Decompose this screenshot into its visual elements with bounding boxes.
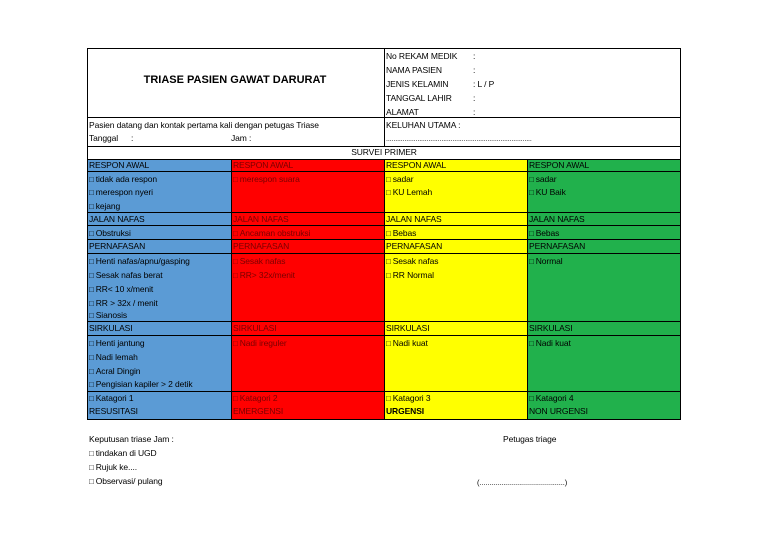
- checkbox-item[interactable]: □ RR> 32x/menit: [233, 270, 295, 281]
- checkbox-item[interactable]: □ Bebas: [386, 228, 416, 239]
- checkbox-item[interactable]: □ Sesak nafas: [386, 256, 438, 267]
- jenis-kelamin-value[interactable]: : L / P: [473, 79, 495, 89]
- checkbox-item[interactable]: □ merespon suara: [233, 174, 300, 185]
- alamat-label: ALAMAT: [386, 107, 419, 117]
- pernafasan-heading: PERNAFASAN: [89, 241, 146, 251]
- option-tindakan[interactable]: □ tindakan di UGD: [89, 448, 157, 459]
- arrival-text: Pasien datang dan kontak pertama kali dengan petugas Triase: [89, 120, 319, 130]
- nama-pasien-label: NAMA PASIEN: [386, 65, 442, 75]
- checkbox-item[interactable]: □ Henti nafas/apnu/gasping: [89, 256, 190, 267]
- checkbox-item[interactable]: □ RR Normal: [386, 270, 434, 281]
- decision-label: Keputusan triase Jam :: [89, 434, 174, 444]
- jalan-nafas-heading: JALAN NAFAS: [89, 214, 145, 224]
- respon-awal-heading: RESPON AWAL: [529, 160, 590, 170]
- checkbox-item[interactable]: □ Nadi lemah: [89, 352, 138, 363]
- kategori-checkbox[interactable]: □ Katagori 4: [529, 393, 573, 404]
- respon-awal-heading: RESPON AWAL: [89, 160, 150, 170]
- sirkulasi-heading: SIRKULASI: [386, 323, 430, 333]
- kategori-name: EMERGENSI: [233, 406, 284, 416]
- jam-label[interactable]: Jam :: [231, 133, 252, 143]
- kategori-checkbox[interactable]: □ Katagori 1: [89, 393, 133, 404]
- checkbox-item[interactable]: □ KU Lemah: [386, 187, 432, 198]
- complaint-label: KELUHAN UTAMA :: [386, 120, 461, 130]
- tanggal-label: Tanggal: [89, 133, 119, 143]
- jalan-nafas-heading: JALAN NAFAS: [233, 214, 289, 224]
- pernafasan-heading: PERNAFASAN: [233, 241, 290, 251]
- tanggal-lahir-label: TANGGAL LAHIR: [386, 93, 452, 103]
- checkbox-item[interactable]: □ Normal: [529, 256, 563, 267]
- alamat-value[interactable]: :: [473, 107, 476, 117]
- sirkulasi-heading: SIRKULASI: [529, 323, 573, 333]
- checkbox-item[interactable]: □ Henti jantung: [89, 338, 145, 349]
- rekam-medik-value[interactable]: :: [473, 51, 476, 61]
- checkbox-item[interactable]: □ RR > 32x / menit: [89, 298, 158, 309]
- triage-form: [87, 48, 681, 420]
- jenis-kelamin-label: JENIS KELAMIN: [386, 79, 449, 89]
- kategori-name: RESUSITASI: [89, 406, 138, 416]
- kategori-name: URGENSI: [386, 406, 425, 416]
- checkbox-item[interactable]: □ Pengisian kapiler > 2 detik: [89, 379, 193, 390]
- checkbox-item[interactable]: □ KU Baik: [529, 187, 566, 198]
- tanggal-lahir-value[interactable]: :: [473, 93, 476, 103]
- tanggal-colon[interactable]: :: [131, 133, 134, 143]
- complaint-field[interactable]: ...............................................................................: [386, 136, 532, 143]
- checkbox-item[interactable]: □ Acral Dingin: [89, 366, 140, 377]
- checkbox-item[interactable]: □ Sianosis: [89, 310, 127, 321]
- checkbox-item[interactable]: □ kejang: [89, 201, 120, 212]
- respon-awal-heading: RESPON AWAL: [233, 160, 294, 170]
- option-rujuk[interactable]: □ Rujuk ke....: [89, 462, 137, 473]
- survey-title: SURVEI PRIMER: [351, 147, 417, 157]
- jalan-nafas-heading: JALAN NAFAS: [386, 214, 442, 224]
- checkbox-item[interactable]: □ Obstruksi: [89, 228, 131, 239]
- checkbox-item[interactable]: □ Ancaman obstruksi: [233, 228, 310, 239]
- checkbox-item[interactable]: □ Bebas: [529, 228, 559, 239]
- kategori-name: NON URGENSI: [529, 406, 588, 416]
- jalan-nafas-heading: JALAN NAFAS: [529, 214, 585, 224]
- checkbox-item[interactable]: □ sadar: [529, 174, 557, 185]
- signature-field[interactable]: (...........................................): [477, 478, 568, 487]
- nama-pasien-value[interactable]: :: [473, 65, 476, 75]
- checkbox-item[interactable]: □ tidak ada respon: [89, 174, 157, 185]
- checkbox-item[interactable]: □ Sesak nafas: [233, 256, 285, 267]
- form-title: TRIASE PASIEN GAWAT DARURAT: [143, 74, 327, 86]
- checkbox-item[interactable]: □ Nadi kuat: [386, 338, 428, 349]
- kategori-checkbox[interactable]: □ Katagori 3: [386, 393, 430, 404]
- sirkulasi-heading: SIRKULASI: [89, 323, 133, 333]
- column-urgensi: [385, 160, 528, 420]
- checkbox-item[interactable]: □ Nadi kuat: [529, 338, 571, 349]
- column-emergensi: [232, 160, 385, 420]
- checkbox-item[interactable]: □ Sesak nafas berat: [89, 270, 163, 281]
- checkbox-item[interactable]: □ merespon nyeri: [89, 187, 153, 198]
- column-non-urgensi: [528, 160, 680, 420]
- pernafasan-heading: PERNAFASAN: [386, 241, 443, 251]
- rekam-medik-label: No REKAM MEDIK: [386, 51, 458, 61]
- option-observasi[interactable]: □ Observasi/ pulang: [89, 476, 163, 487]
- checkbox-item[interactable]: □ sadar: [386, 174, 414, 185]
- respon-awal-heading: RESPON AWAL: [386, 160, 447, 170]
- kategori-checkbox[interactable]: □ Katagori 2: [233, 393, 277, 404]
- sirkulasi-heading: SIRKULASI: [233, 323, 277, 333]
- checkbox-item[interactable]: □ Nadi ireguler: [233, 338, 287, 349]
- checkbox-item[interactable]: □ RR< 10 x/menit: [89, 284, 153, 295]
- officer-label: Petugas triage: [503, 434, 557, 444]
- pernafasan-heading: PERNAFASAN: [529, 241, 586, 251]
